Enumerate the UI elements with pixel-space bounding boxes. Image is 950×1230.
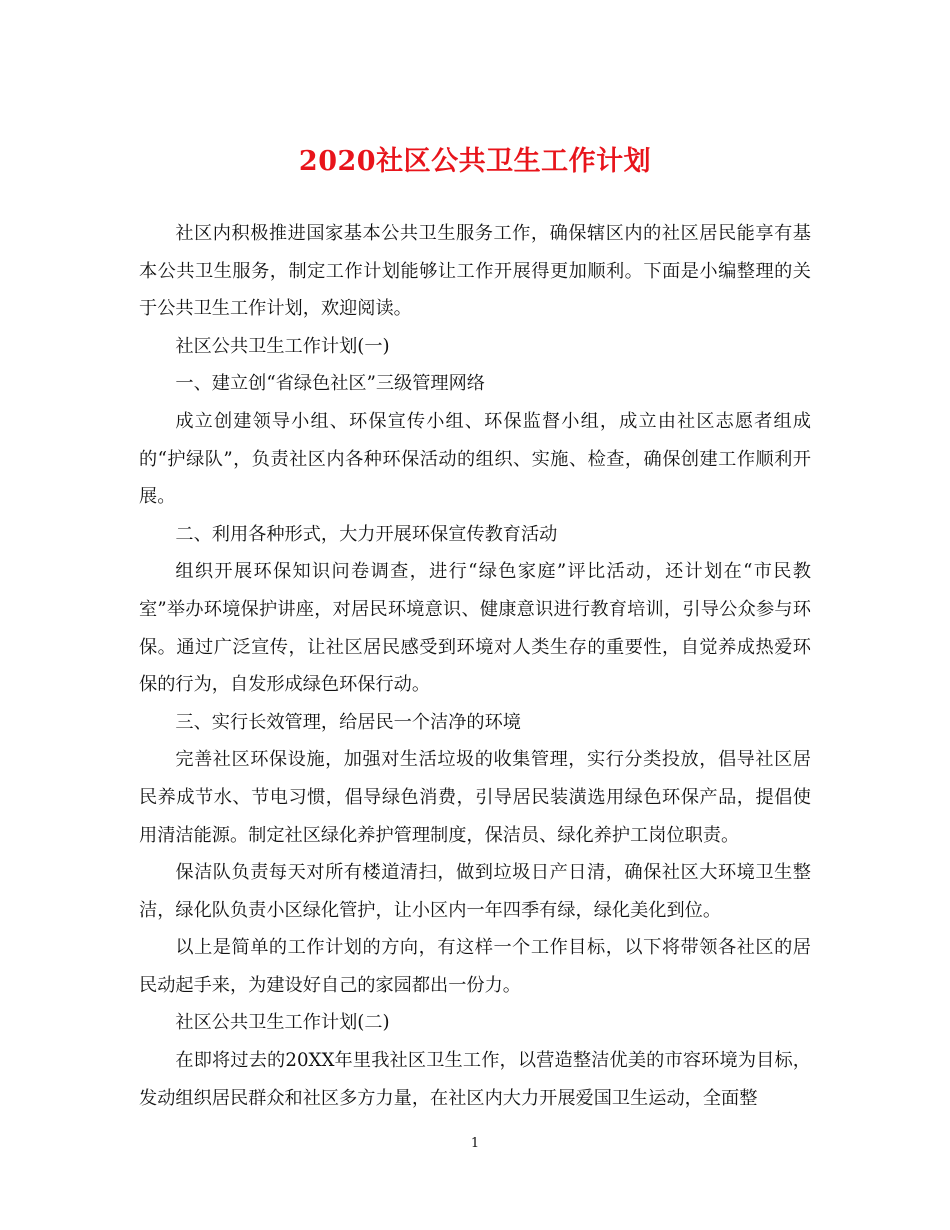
- subheading-one: 一、建立创“省绿色社区”三级管理网络: [175, 373, 485, 395]
- section-heading-plan-two: 社区公共卫生工作计划(二): [175, 1012, 390, 1034]
- document-body: [139, 215, 811, 1117]
- paragraph-management: 完善社区环保设施，加强对生活垃圾的收集管理，实行分类投放，倡导社区居民养成节水、节电习惯，倡导绿色消费，引导居民装潢选用绿色环保产品，提倡使用清洁能源。制定社区绿化养护管理制度，保洁员、绿化养护工岗位职责。: [139, 749, 811, 846]
- paragraph-summary: 以上是简单的工作计划的方向，有这样一个工作目标，以下将带领各社区的居民动起手来，为建设好自己的家园都出一份力。: [139, 937, 811, 996]
- paragraph-intro: 社区内积极推进国家基本公共卫生服务工作，确保辖区内的社区居民能享有基本公共卫生服务，制定工作计划能够让工作开展得更加顺利。下面是小编整理的关于公共卫生工作计划，欢迎阅读。: [139, 223, 811, 320]
- paragraph-network: 成立创建领导小组、环保宣传小组、环保监督小组，成立由社区志愿者组成的“护绿队”，负责社区内各种环保活动的组织、实施、检查，确保创建工作顺利开展。: [139, 410, 811, 508]
- section-heading-plan-one: 社区公共卫生工作计划(一): [175, 335, 390, 357]
- subheading-two: 二、利用各种形式，大力开展环保宣传教育活动: [175, 523, 558, 545]
- subheading-three: 三、实行长效管理，给居民一个洁净的环境: [175, 711, 521, 733]
- paragraph-education: 组织开展环保知识问卷调查，进行“绿色家庭”评比活动，还计划在“市民教室”举办环境保护讲座，对居民环境意识、健康意识进行教育培训，引导公众参与环保。通过广泛宣传，让社区居民感受到环境对人类生存的重要性，自觉养成热爱环保的行为，自发形成绿色环保行动。: [139, 561, 811, 696]
- document-title: 2020社区公共卫生工作计划: [298, 146, 652, 177]
- page-number: 1: [470, 1136, 480, 1151]
- paragraph-plan-two-intro: 在即将过去的20XX年里我社区卫生工作，以营造整洁优美的市容环境为目标，发动组织居民群众和社区多方力量，在社区内大力开展爱国卫生运动，全面整: [139, 1050, 811, 1109]
- paragraph-cleaning: 保洁队负责每天对所有楼道清扫，做到垃圾日产日清，确保社区大环境卫生整洁，绿化队负责小区绿化管护，让小区内一年四季有绿，绿化美化到位。: [139, 862, 811, 921]
